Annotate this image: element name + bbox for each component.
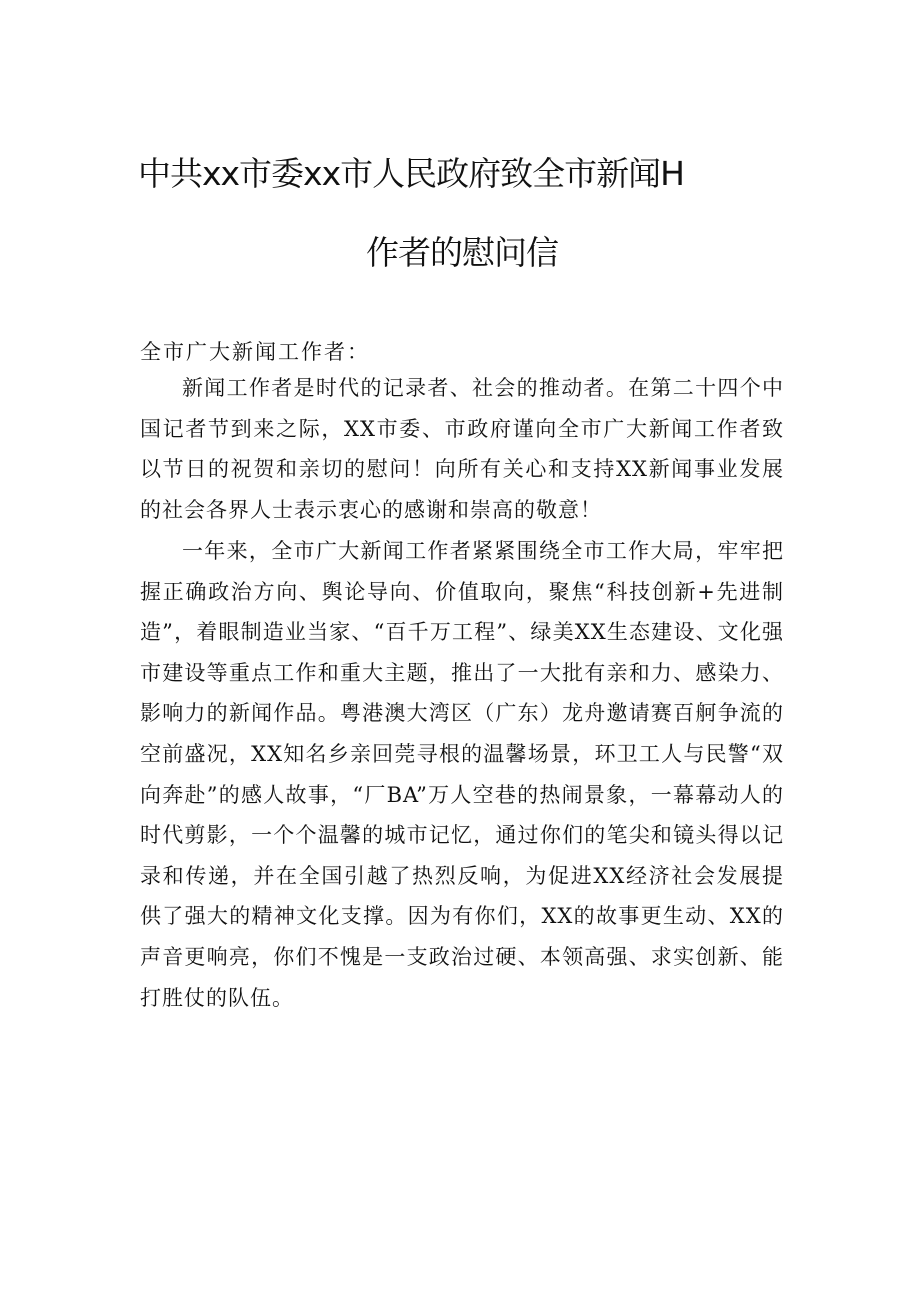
document-title-line-2: 作者的慰问信: [366, 233, 558, 272]
document-title-line-1: 中共xx市委xx市人民政府致全市新闻H: [138, 154, 684, 193]
body-paragraph-1: 新闻工作者是时代的记录者、社会的推动者。在第二十四个中国记者节到来之际，XX市委、市政府谨向全市广大新闻工作者致以节日的祝贺和亲切的慰问！向所有关心和支持XX新闻事业发展的社会各界人士表示衷心的感谢和崇高的敬意！: [140, 376, 784, 522]
salutation: 全市广大新闻工作者：: [140, 340, 370, 364]
body-paragraph-2: 一年来，全市广大新闻工作者紧紧围绕全市工作大局，牢牢把握正确政治方向、舆论导向、价值取向，聚焦“科技创新+先进制造”，着眼制造业当家、“百千万工程”、绿美XX生态建设、文化强市建设等重点工作和重大主题，推出了一大批有亲和力、感染力、影响力的新闻作品。粤港澳大湾区（广东）龙舟邀请赛百舸争流的空前盛况，XX知名乡亲回莞寻根的温馨场景，环卫工人与民警“双向奔赴”的感人故事，“厂BA”万人空巷的热闹景象，一幕幕动人的时代剪影，一个个温馨的城市记忆，通过你们的笔尖和镜头得以记录和传递，并在全国引越了热烈反响，为促进XX经济社会发展提供了强大的精神文化支撑。因为有你们，XX的故事更生动、XX的声音更响亮，你们不愧是一支政治过硬、本领高强、求实创新、能打胜仗的队伍。: [140, 539, 784, 1010]
